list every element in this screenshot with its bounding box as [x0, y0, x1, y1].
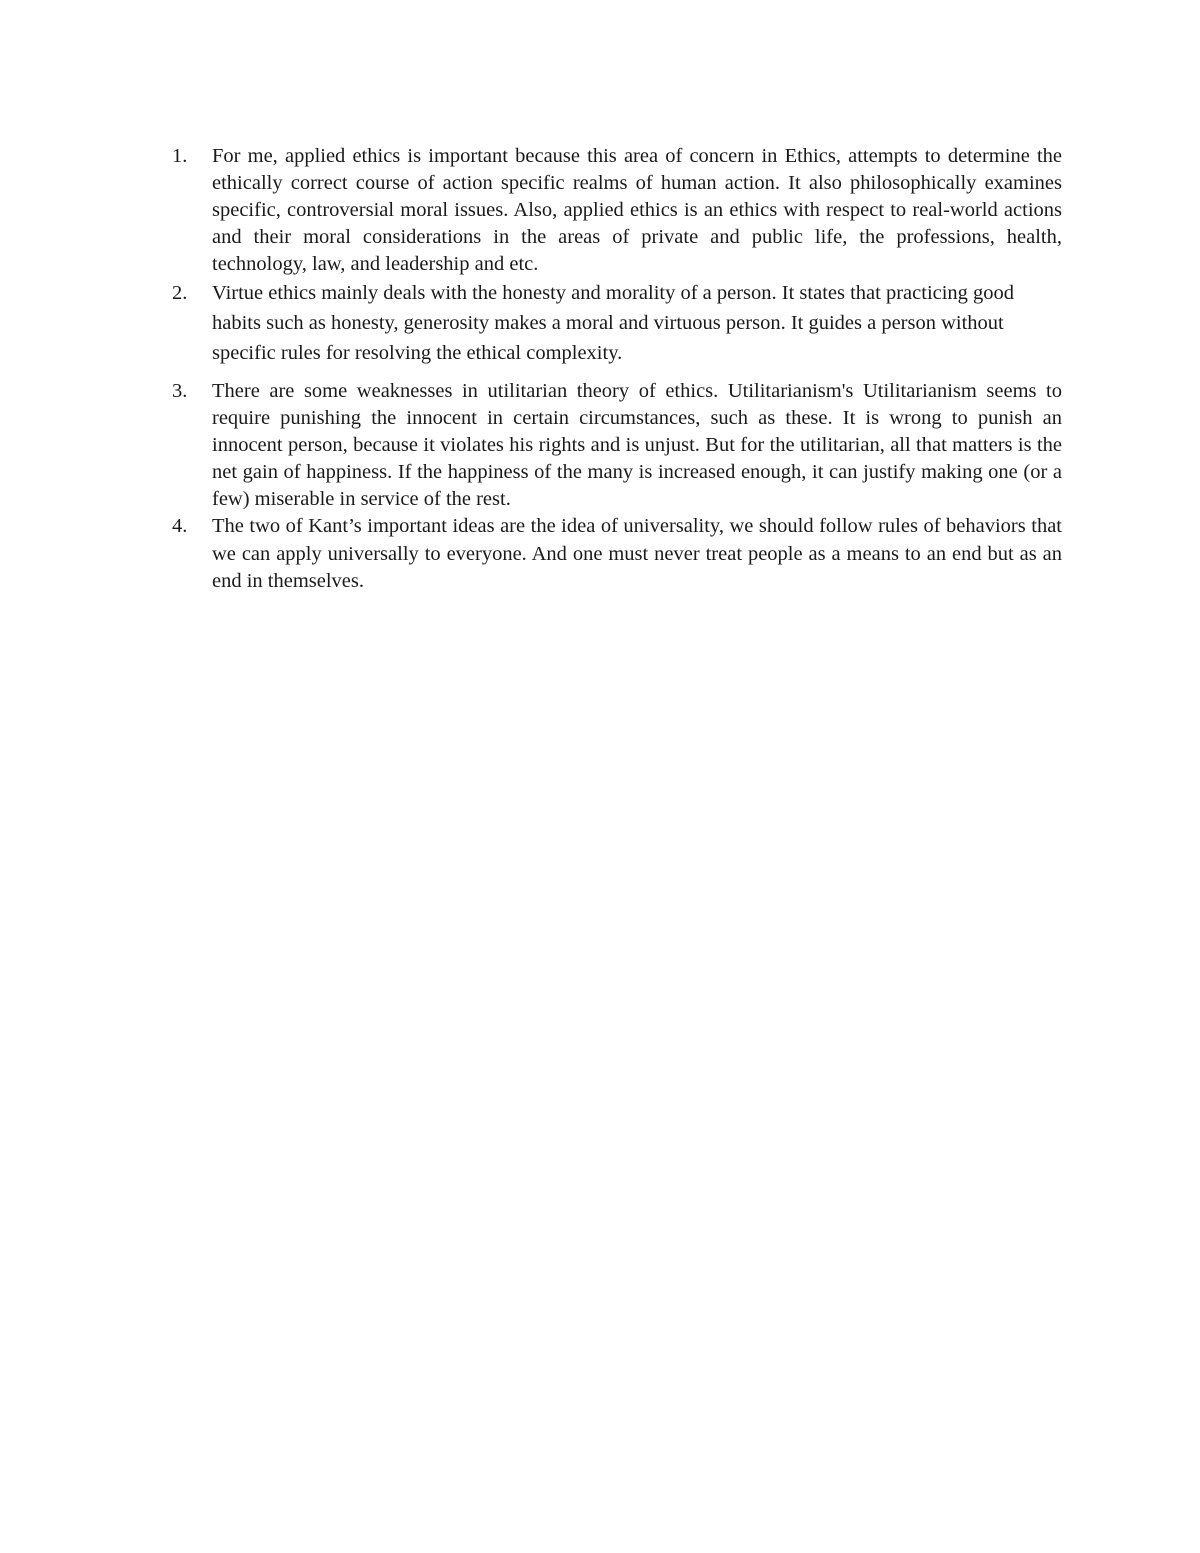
answer-text-2: Virtue ethics mainly deals with the honesty and morality of a person. It states that practicing good habits such as honesty, generosity makes a moral and virtuous person. It guides a person without specific rules for resolving the ethical complexity.: [212, 282, 1015, 364]
answer-number-2: 2.: [172, 282, 188, 304]
answer-text-3: There are some weaknesses in utilitarian theory of ethics. Utilitarianism's Utilitarianism seems to require punishing the innocent in certain circumstances, such as these. It is wrong to punish an innocent person, because it violates his rights and is unjust. But for the utilitarian, all that matters is the net gain of happiness. If the happiness of the many is increased enough, it can justify making one (or a few) miserable in service of the rest.: [212, 380, 1062, 510]
answer-number-1: 1.: [172, 145, 188, 167]
answer-item-4: [172, 513, 1062, 596]
answers-list: [172, 143, 1062, 596]
answer-number-3: 3.: [172, 380, 188, 402]
answer-item-2: [172, 278, 1062, 368]
answer-text-1: For me, applied ethics is important because this area of concern in Ethics, attempts to determine the ethically correct course of action specific realms of human action. It also philosophically examines specific, controversial moral issues. Also, applied ethics is an ethics with respect to real-world actions and their moral considerations in the areas of private and public life, the professions, health, technology, law, and leadership and etc.: [212, 145, 1062, 275]
answer-number-4: 4.: [172, 515, 188, 537]
answer-text-4: The two of Kant’s important ideas are the idea of universality, we should follow rules of behaviors that we can apply universally to everyone. And one must never treat people as a means to an end but as an end in themselves.: [212, 515, 1062, 592]
answer-item-1: [172, 143, 1062, 278]
answer-item-3: [172, 378, 1062, 513]
